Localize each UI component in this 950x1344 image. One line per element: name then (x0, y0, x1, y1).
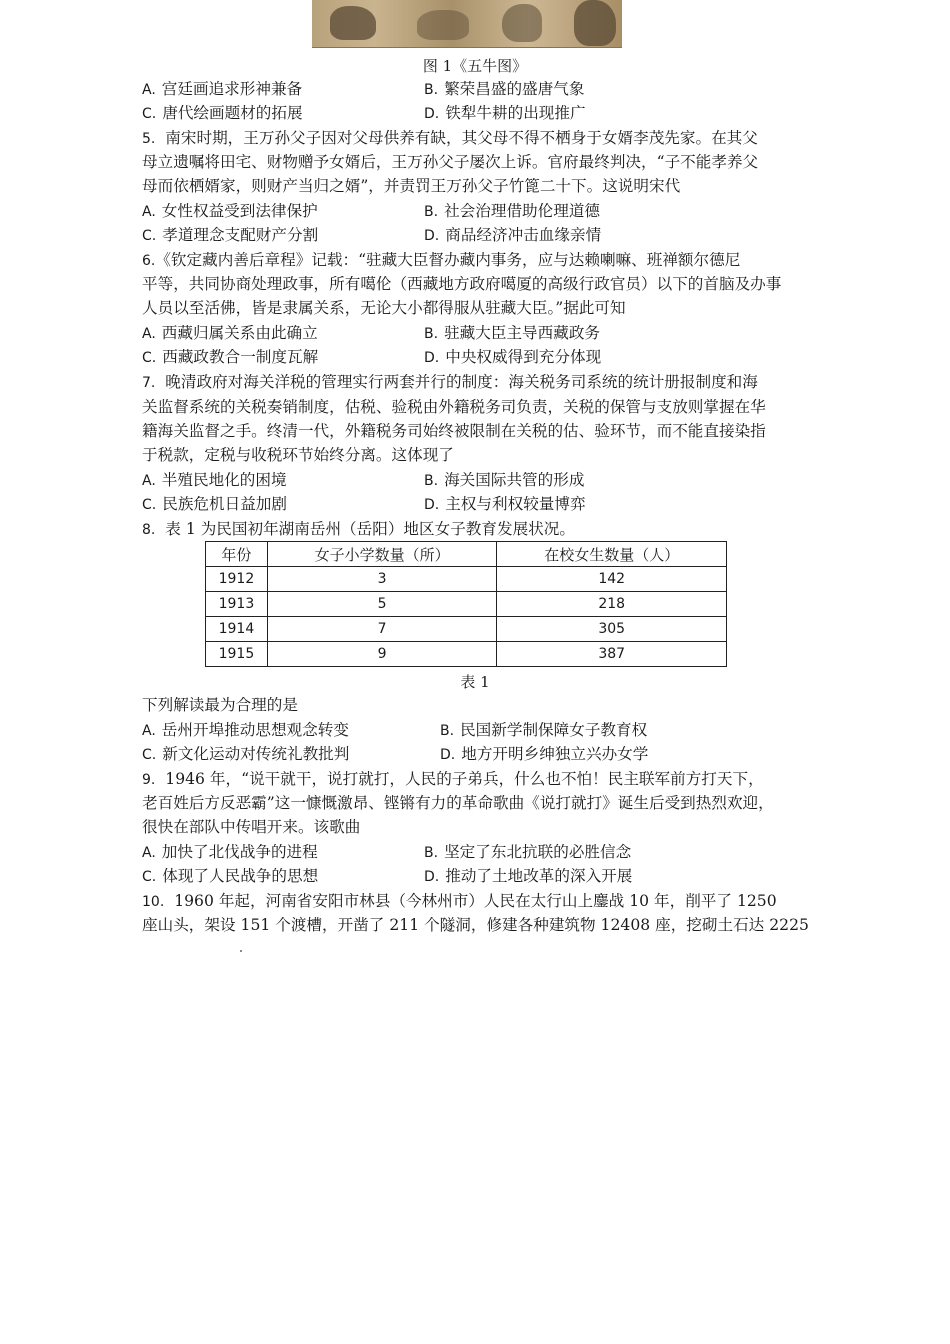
table-cell: 3 (267, 567, 497, 592)
question-6-line-2: 平等，共同协商处理政事，所有噶伦（西藏地方政府噶厦的高级行政官员）以下的首脑及办事 (142, 275, 782, 293)
question-6-line-3: 人员以至活佛，皆是隶属关系，无论大小都得服从驻藏大臣。”据此可知 (142, 299, 626, 317)
option-d[interactable]: D. 商品经济冲击血缘亲情 (424, 226, 602, 244)
table-header: 在校女生数量（人） (497, 542, 727, 567)
table-cell: 7 (267, 617, 497, 642)
option-c[interactable]: C. 新文化运动对传统礼教批判 (142, 745, 350, 763)
question-6-line-1: 6.《钦定藏内善后章程》记载：“驻藏大臣督办藏内事务，应与达赖喇嘛、班禅额尔德尼 (142, 251, 741, 269)
table-caption: 表 1 (460, 673, 490, 691)
question-10-line-2: 座山头，架设 151 个渡槽，开凿了 211 个隧洞，修建各种建筑物 12408 座，挖砌土石达 2225 (142, 916, 809, 934)
table-cell: 1914 (206, 617, 268, 642)
table-header: 女子小学数量（所） (267, 542, 497, 567)
option-b[interactable]: B. 坚定了东北抗联的必胜信念 (424, 843, 632, 861)
five-oxen-painting-image (312, 0, 622, 48)
table-row (206, 567, 727, 592)
table-row (206, 642, 727, 667)
table-row (206, 592, 727, 617)
option-d[interactable]: D. 推动了土地改革的深入开展 (424, 867, 633, 885)
option-a[interactable]: A. 岳州开埠推动思想观念转变 (142, 721, 349, 739)
option-d[interactable]: D. 主权与利权较量博弈 (424, 495, 586, 513)
question-9-line-1: 9. 1946 年，“说干就干，说打就打，人民的子弟兵，什么也不怕！民主联军前方打天下， (142, 770, 764, 788)
table-cell: 9 (267, 642, 497, 667)
table-cell: 5 (267, 592, 497, 617)
question-9-line-3: 很快在部队中传唱开来。该歌曲 (142, 818, 361, 836)
question-8-intro: 8. 表 1 为民国初年湖南岳州（岳阳）地区女子教育发展状况。 (142, 520, 575, 538)
table-cell: 1915 (206, 642, 268, 667)
question-5-line-1: 5. 南宋时期，王万孙父子因对父母供养有缺，其父母不得不栖身于女婿李茂先家。在其父 (142, 129, 758, 147)
question-7-line-4: 于税款，定税与收税环节始终分离。这体现了 (142, 446, 454, 464)
option-c[interactable]: C. 民族危机日益加剧 (142, 495, 287, 513)
option-a[interactable]: A. 半殖民地化的困境 (142, 471, 287, 489)
table-cell: 142 (497, 567, 727, 592)
table-cell: 305 (497, 617, 727, 642)
question-7-line-1: 7. 晚清政府对海关洋税的管理实行两套并行的制度：海关税务司系统的统计册报制度和海 (142, 373, 758, 391)
table-cell: 1913 (206, 592, 268, 617)
question-8-prompt: 下列解读最为合理的是 (142, 696, 298, 714)
option-a[interactable]: A. 宫廷画追求形神兼备 (142, 80, 303, 98)
scan-speck (240, 950, 242, 952)
option-a[interactable]: A. 女性权益受到法律保护 (142, 202, 318, 220)
option-d[interactable]: D. 中央权威得到充分体现 (424, 348, 602, 366)
option-c[interactable]: C. 体现了人民战争的思想 (142, 867, 319, 885)
question-7-line-2: 关监督系统的关税奏销制度，估税、验税由外籍税务司负责，关税的保管与支放则掌握在华 (142, 398, 766, 416)
female-education-table (205, 541, 727, 667)
option-b[interactable]: B. 海关国际共管的形成 (424, 471, 585, 489)
option-c[interactable]: C. 西藏政教合一制度瓦解 (142, 348, 319, 366)
option-b[interactable]: B. 驻藏大臣主导西藏政务 (424, 324, 601, 342)
option-c[interactable]: C. 唐代绘画题材的拓展 (142, 104, 303, 122)
figure-caption: 图 1《五牛图》 (422, 57, 528, 75)
option-d[interactable]: D. 地方开明乡绅独立兴办女学 (440, 745, 649, 763)
table-cell: 218 (497, 592, 727, 617)
question-9-line-2: 老百姓后方反恶霸”这一慷慨激昂、铿锵有力的革命歌曲《说打就打》诞生后受到热烈欢迎， (142, 794, 774, 812)
option-b[interactable]: B. 民国新学制保障女子教育权 (440, 721, 648, 739)
table-row (206, 617, 727, 642)
table-cell: 1912 (206, 567, 268, 592)
option-a[interactable]: A. 西藏归属关系由此确立 (142, 324, 318, 342)
table-header-row (206, 542, 727, 567)
option-d[interactable]: D. 铁犁牛耕的出现推广 (424, 104, 586, 122)
question-5-line-2: 母立遗嘱将田宅、财物赠予女婿后，王万孙父子屡次上诉。官府最终判决，“子不能孝养父 (142, 153, 759, 171)
option-b[interactable]: B. 繁荣昌盛的盛唐气象 (424, 80, 585, 98)
option-a[interactable]: A. 加快了北伐战争的进程 (142, 843, 318, 861)
question-10-line-1: 10. 1960 年起，河南省安阳市林县（今林州市）人民在太行山上鏖战 10 年，削平了 1250 (142, 892, 777, 910)
option-c[interactable]: C. 孝道理念支配财产分割 (142, 226, 319, 244)
question-7-line-3: 籍海关监督之手。终清一代，外籍税务司始终被限制在关税的估、验环节，而不能直接染指 (142, 422, 766, 440)
question-5-line-3: 母而依栖婿家，则财产当归之婿”，并责罚王万孙父子竹篦二十下。这说明宋代 (142, 177, 681, 195)
option-b[interactable]: B. 社会治理借助伦理道德 (424, 202, 601, 220)
table-cell: 387 (497, 642, 727, 667)
table-header: 年份 (206, 542, 268, 567)
